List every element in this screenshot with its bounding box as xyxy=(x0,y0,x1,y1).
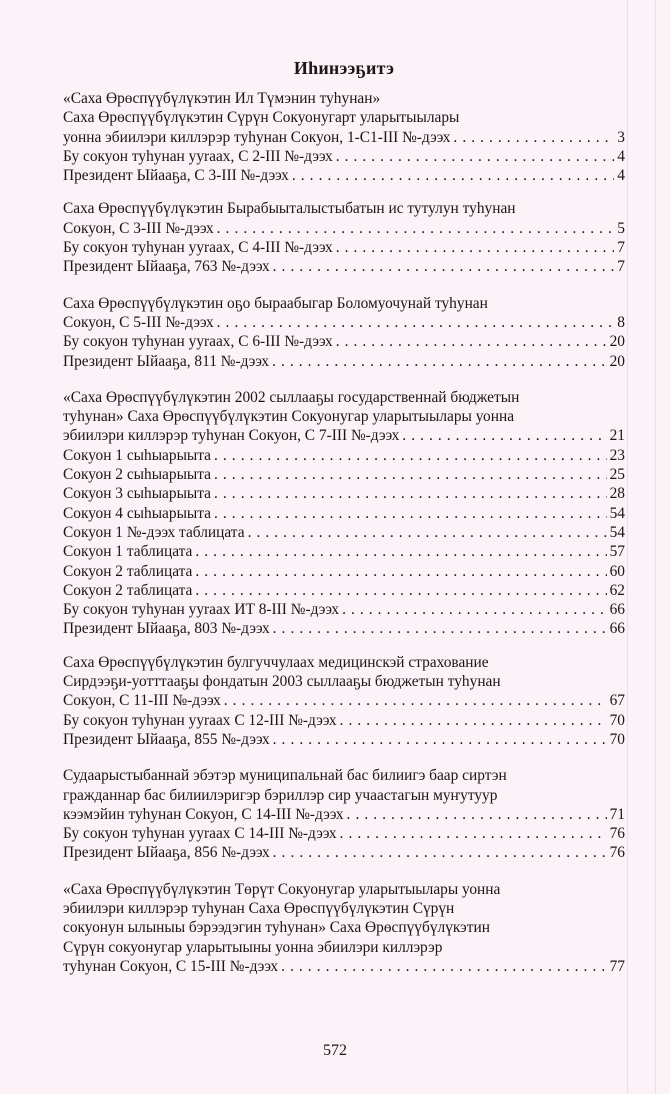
toc-page-number: 71 xyxy=(609,805,625,823)
toc-entry-text: Сокуон 3 сыhыарыыта xyxy=(63,485,212,503)
toc-group xyxy=(63,89,625,185)
toc-page-number: 66 xyxy=(609,620,625,638)
toc-page-number: 54 xyxy=(609,523,625,541)
toc-page-number: 76 xyxy=(609,844,625,862)
toc-entry-text: Бу сокуон туhунан ууraах С 14-III №-дээх xyxy=(63,825,337,843)
toc-page-number: 3 xyxy=(617,128,625,146)
toc-heading-line: Саха Өрөспүүбүлүкэтин Сүрүн Сокуонугарт уларытыылары xyxy=(63,109,460,127)
dot-leader xyxy=(340,824,607,843)
toc-entry-text: Президент Ыйааҕа, 811 №-дээх xyxy=(63,352,270,370)
toc-entry-text: туhунан Сокуон, С 15-III №-дээх xyxy=(63,957,279,975)
toc-entry-text: Бу сокуон туhунан ууraах, С 4-III №-дээх xyxy=(63,239,333,257)
toc-title: Иhинээҕитэ xyxy=(293,58,395,78)
toc-entry[interactable] xyxy=(63,805,625,824)
toc-entry[interactable] xyxy=(63,562,625,581)
toc-entry[interactable] xyxy=(63,332,625,351)
toc-entry[interactable] xyxy=(63,581,625,600)
toc-entry[interactable] xyxy=(63,465,625,484)
toc-heading-line: эбиилэри киллэрэр туhунан Саха Өрөспүүбүлүкэтин Сүрүн xyxy=(63,899,455,917)
dot-leader xyxy=(292,166,614,185)
toc-page-number: 7 xyxy=(617,239,625,257)
dot-leader xyxy=(217,219,615,238)
toc-page-number: 57 xyxy=(609,543,625,561)
toc-heading-line: Саха Өрөспүүбүлүкэтин булгуччулаах медицинскэй страхование xyxy=(63,653,489,671)
page-edge-line xyxy=(627,0,628,1094)
toc-entry-text: эбиилэри киллэрэр туhунан Сокуон, С 7-III №-дээх xyxy=(63,427,400,445)
toc-page-number: 66 xyxy=(609,601,625,619)
toc-page-number: 7 xyxy=(617,258,625,276)
toc-entry[interactable] xyxy=(63,166,625,185)
toc-entry[interactable] xyxy=(63,238,625,257)
toc-entry-text: Сокуон, С 11-III №-дээх xyxy=(63,692,221,710)
toc-heading-line: Саха Өрөспүүбүлүкэтин оҕо быраабыгар Боломуочунай туhунан xyxy=(63,294,488,312)
toc-entry-text: Сокуон, С 3-III №-дээх xyxy=(63,219,214,237)
page-edge-line xyxy=(655,0,656,1094)
toc-entry[interactable] xyxy=(63,257,625,276)
toc-page-number: 76 xyxy=(609,825,625,843)
dot-leader xyxy=(453,128,614,147)
dot-leader xyxy=(272,352,607,371)
toc-group xyxy=(63,766,625,862)
toc-group xyxy=(63,653,625,749)
toc-entry-text: Бу сокуон туhунан ууraах ИТ 8-III №-дээх xyxy=(63,601,340,619)
toc-entry-text: Президент Ыйааҕа, 856 №-дээх xyxy=(63,844,270,862)
table-of-contents xyxy=(63,58,625,993)
toc-heading-line: гражданнар бас билиилэригэр бэриллэр сир учаастагын муҥутуур xyxy=(63,786,498,804)
toc-entry[interactable] xyxy=(63,504,625,523)
toc-entry[interactable] xyxy=(63,843,625,862)
dot-leader xyxy=(273,257,615,276)
toc-page-number: 8 xyxy=(617,313,625,331)
toc-entry-text: Президент Ыйааҕа, 855 №-дээх xyxy=(63,730,270,748)
toc-page-number: 54 xyxy=(609,504,625,522)
dot-leader xyxy=(273,619,607,638)
toc-page-number: 28 xyxy=(609,485,625,503)
toc-page-number: 70 xyxy=(609,730,625,748)
toc-entry[interactable] xyxy=(63,711,625,730)
toc-entry-text: Президент Ыйааҕа, 803 №-дээх xyxy=(63,620,270,638)
toc-entry[interactable] xyxy=(63,523,625,542)
dot-leader xyxy=(402,426,606,445)
toc-entry-text: Бу сокуон туhунан ууraах С 12-III №-дээх xyxy=(63,711,337,729)
toc-entry[interactable] xyxy=(63,147,625,166)
toc-heading-line: Судаарыстыбаннай эбэтэр муниципальнай бас билиигэ баар сиртэн xyxy=(63,767,507,785)
toc-heading-line: «Саха Өрөспүүбүлүкэтин 2002 сыллааҕы государственнай бюджетын xyxy=(63,388,520,406)
dot-leader xyxy=(248,523,607,542)
toc-entry-text: Президент Ыйааҕа, 763 №-дээх xyxy=(63,258,270,276)
toc-entry-text: Президент Ыйааҕа, С 3-III №-дээх xyxy=(63,167,289,185)
toc-entry-text: Бу сокуон туhунан ууraах, С 2-III №-дээх xyxy=(63,147,333,165)
dot-leader xyxy=(336,147,615,166)
toc-group xyxy=(63,294,625,371)
dot-leader xyxy=(340,711,607,730)
dot-leader xyxy=(273,730,607,749)
toc-entry-text: Бу сокуон туhунан ууraах, С 6-III №-дээх xyxy=(63,333,333,351)
toc-heading-line: Саха Өрөспүүбүлүкэтин Бырабыыталыстыбатын ис тутулун туhунан xyxy=(63,200,516,218)
toc-entry-text: Сокуон 1 №-дээх таблицата xyxy=(63,523,245,541)
toc-entry[interactable] xyxy=(63,352,625,371)
toc-page-number: 67 xyxy=(609,692,625,710)
dot-leader xyxy=(195,542,606,561)
toc-entry[interactable] xyxy=(63,219,625,238)
toc-entry[interactable] xyxy=(63,691,625,710)
toc-entry-text: Сокуон 4 сыhыарыыта xyxy=(63,504,212,522)
dot-leader xyxy=(281,957,607,976)
toc-group xyxy=(63,880,625,976)
dot-leader xyxy=(347,805,607,824)
toc-entry-text: Сокуон 2 таблицата xyxy=(63,581,193,599)
dot-leader xyxy=(273,843,607,862)
dot-leader xyxy=(224,691,607,710)
toc-entry[interactable] xyxy=(63,484,625,503)
toc-entry-text: Сокуон 2 сыhыарыыта xyxy=(63,466,212,484)
dot-leader xyxy=(195,562,606,581)
toc-entry[interactable] xyxy=(63,446,625,465)
toc-page-number: 21 xyxy=(609,427,625,445)
toc-entry[interactable] xyxy=(63,619,625,638)
toc-entry[interactable] xyxy=(63,824,625,843)
toc-page-number: 25 xyxy=(609,466,625,484)
toc-page-number: 77 xyxy=(609,957,625,975)
dot-leader xyxy=(195,581,606,600)
toc-page-number: 62 xyxy=(609,581,625,599)
toc-heading-line: «Саха Өрөспүүбүлүкэтин Төрүт Сокуонугар уларытыылары уонна xyxy=(63,880,501,898)
toc-entry[interactable] xyxy=(63,600,625,619)
toc-page-number: 5 xyxy=(617,219,625,237)
toc-heading-line: туhунан» Саха Өрөспүүбүлүкэтин Сокуонугар уларытыылары уонна xyxy=(63,408,515,426)
dot-leader xyxy=(342,600,607,619)
toc-page-number: 20 xyxy=(609,333,625,351)
toc-page-number: 60 xyxy=(609,562,625,580)
dot-leader xyxy=(214,465,607,484)
toc-entry[interactable] xyxy=(63,313,625,332)
dot-leader xyxy=(214,504,607,523)
toc-entry[interactable] xyxy=(63,957,625,976)
toc-entry-text: Сокуон, С 5-III №-дээх xyxy=(63,313,214,331)
toc-page-number: 23 xyxy=(609,446,625,464)
toc-group xyxy=(63,199,625,276)
dot-leader xyxy=(336,238,615,257)
dot-leader xyxy=(214,446,607,465)
toc-entry-text: кээмэйин туhунан Сокуон, С 14-III №-дээх xyxy=(63,805,344,823)
toc-heading-line: Сүрүн сокуонугар уларытыыны уонна эбиилэри киллэрэр xyxy=(63,938,443,956)
toc-heading-line: Сирдээҕи-уотттааҕы фондатын 2003 сыллааҕы бюджетын туhунан xyxy=(63,673,501,691)
toc-page-number: 4 xyxy=(617,167,625,185)
toc-entry[interactable] xyxy=(63,730,625,749)
dot-leader xyxy=(336,332,607,351)
toc-heading-line: «Саха Өрөспүүбүлүкэтин Ил Түмэнин туhунан» xyxy=(63,90,381,107)
dot-leader xyxy=(217,313,615,332)
toc-entry-text: Сокуон 2 таблицата xyxy=(63,562,193,580)
toc-page-number: 70 xyxy=(609,711,625,729)
toc-entry-text: Сокуон 1 сыhыарыыта xyxy=(63,446,212,464)
toc-page-number: 20 xyxy=(609,352,625,370)
toc-page-number: 4 xyxy=(617,147,625,165)
toc-entry[interactable] xyxy=(63,542,625,561)
toc-group xyxy=(63,388,625,639)
toc-entry-text: Сокуон 1 таблицата xyxy=(63,543,193,561)
toc-entry[interactable] xyxy=(63,426,625,445)
page-number: 572 xyxy=(323,1042,347,1059)
dot-leader xyxy=(214,484,607,503)
toc-entry-text: уонна эбиилэри киллэрэр туhунан Сокуон, 1-С1-III №-дээх xyxy=(63,128,451,146)
toc-entry[interactable] xyxy=(63,128,625,147)
toc-heading-line: сокуонун ылыныы бэрээдэгин туhунан» Саха Өрөспүүбүлүкэтин xyxy=(63,919,490,937)
